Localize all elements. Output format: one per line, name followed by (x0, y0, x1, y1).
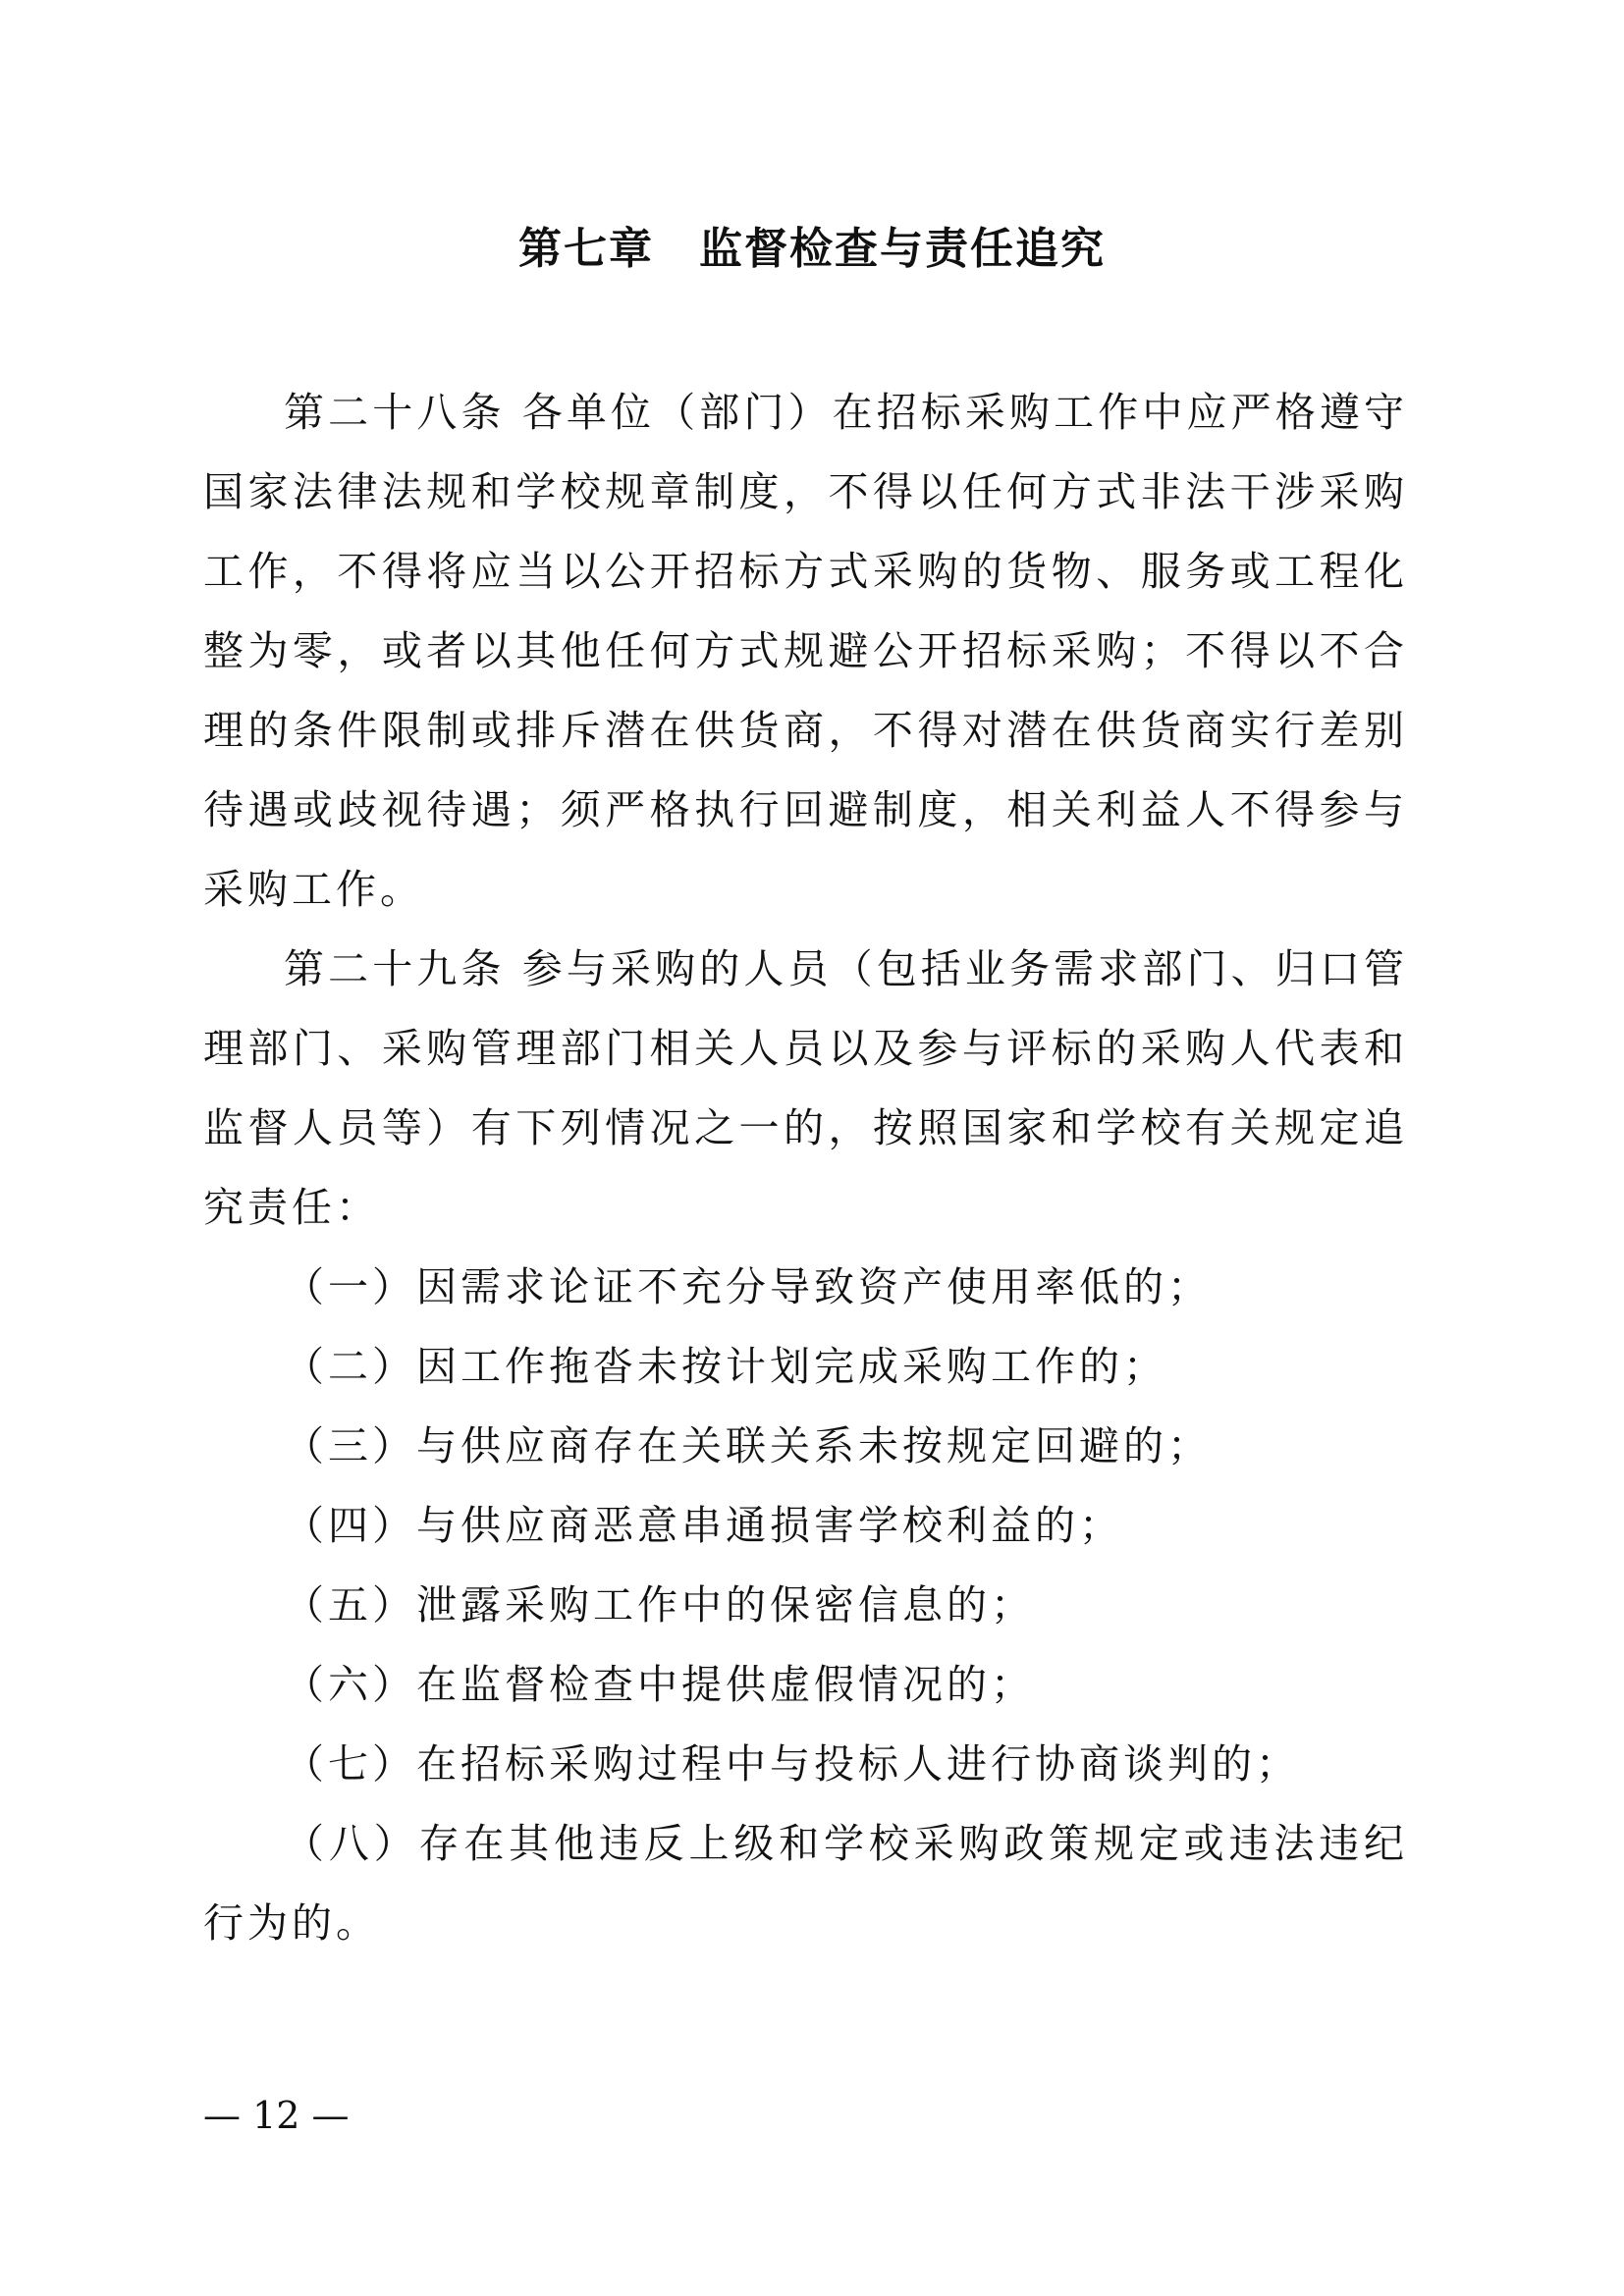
article-29-item-2: （二）因工作拖沓未按计划完成采购工作的； (284, 1343, 1167, 1390)
article-29-item-7: （七）在招标采购过程中与投标人进行协商谈判的； (284, 1740, 1300, 1788)
article-29-item-8: （八）存在其他违反上级和学校采购政策规定或违法违纪行为的。 (203, 1820, 1408, 1947)
article-29-item-6: （六）在监督检查中提供虚假情况的； (284, 1661, 1035, 1708)
article-28: 第二十八条 各单位（部门）在招标采购工作中应严格遵守国家法律法规和学校规章制度，不得以任何方式非法干涉采购工作，不得将应当以公开招标方式采购的货物、服务或工程化整为零，或者以其他任何方式规避公开招标采购；不得以不合理的条件限制或排斥潜在供货商，不得对潜在供货商实行差别待遇或歧视待遇；须严格执行回避制度，相关利益人不得参与采购工作。 (203, 389, 1408, 913)
article-29-item-5: （五）泄露采购工作中的保密信息的； (284, 1581, 1035, 1629)
page-number: — 12 — (203, 2094, 350, 2137)
article-29-item-3: （三）与供应商存在关联关系未按规定回避的； (284, 1422, 1212, 1469)
body-text (203, 373, 1408, 1963)
article-29-item-1: （一）因需求论证不充分导致资产使用率低的； (284, 1263, 1212, 1310)
chapter-title: 第七章 监督检查与责任追究 (518, 224, 1106, 274)
article-29: 第二十九条 参与采购的人员（包括业务需求部门、归口管理部门、采购管理部门相关人员以及参与评标的采购人代表和监督人员等）有下列情况之一的，按照国家和学校有关规定追究责任： (203, 945, 1408, 1231)
article-29-item-4: （四）与供应商恶意串通损害学校利益的； (284, 1502, 1123, 1549)
